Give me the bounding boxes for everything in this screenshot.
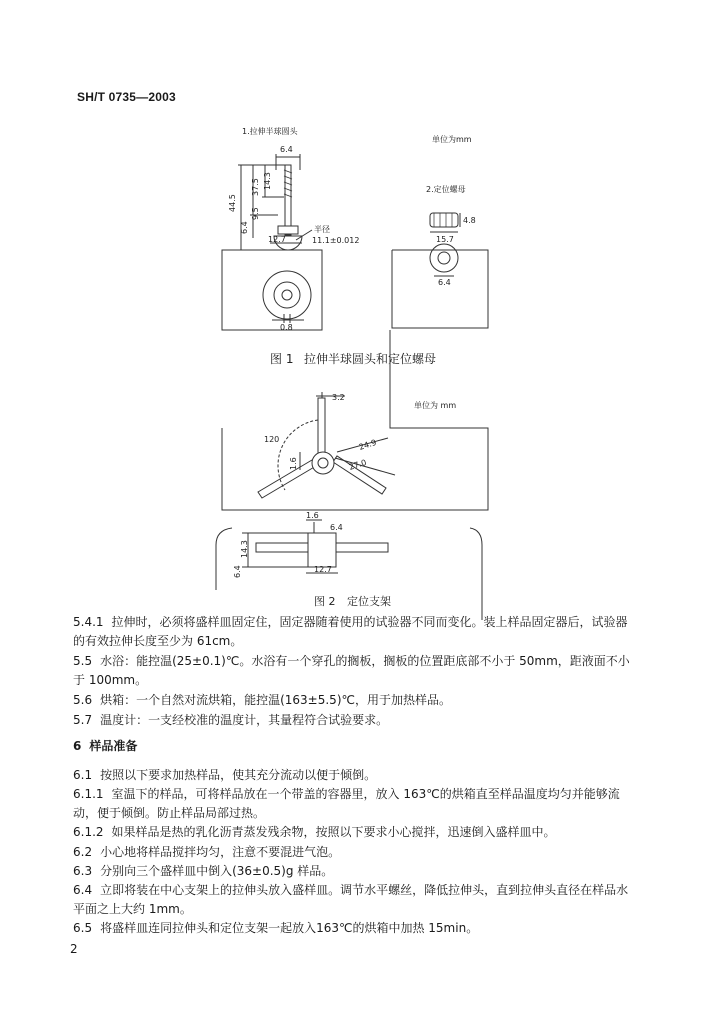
- paragraph-text: 立即将装在中心支架上的拉伸头放入盛样皿。调节水平螺丝，降低拉伸头，直到拉伸头直径在样品水平面之上大约 1mm。: [73, 883, 629, 916]
- fig2-dim-3-2: 3.2: [332, 393, 345, 402]
- fig1-dim-0-8: 0.8: [280, 323, 293, 332]
- paragraph-number: 6.5: [73, 921, 93, 935]
- fig1-unit-label: 单位为mm: [432, 135, 472, 144]
- nut-top-inner: [438, 252, 450, 264]
- fig2-dim-24-9: 24.9: [357, 437, 378, 452]
- fig2-dim-27-0: 27.0: [347, 457, 368, 472]
- paragraph-6-5: [73, 919, 639, 938]
- fig2-dim-6-4: 6.4: [330, 523, 343, 532]
- paragraph-6-3: [73, 862, 639, 881]
- tripod-side-hub: [308, 533, 336, 567]
- fig2-dim-120: 120: [264, 435, 280, 444]
- fig1-nut-dim-4-8: 4.8: [463, 216, 476, 225]
- fig2-dim-1-6-b: 1.6: [306, 511, 319, 520]
- fig1-caption-text: 拉伸半球圆头和定位螺母: [304, 352, 437, 366]
- paragraph-number: 6.1: [73, 768, 93, 782]
- paragraph-5-4-1: [73, 613, 639, 651]
- paragraph-text: 水浴：能控温(25±0.1)℃。水浴有一个穿孔的搁板，搁板的位置距底部不小于 50mm，距液面不小于 100mm。: [73, 654, 630, 687]
- paragraph-5-6: [73, 691, 639, 710]
- paragraph-text: 分别向三个盛样皿中倒入(36±0.5)g 样品。: [100, 864, 334, 878]
- head-collar: [278, 226, 298, 234]
- paragraph-text: 小心地将样品搅拌均匀，注意不要混进气泡。: [100, 845, 341, 859]
- fig2-dim-6-4-side: 6.4: [233, 565, 242, 578]
- paragraph-5-7: [73, 711, 639, 730]
- fig1-caption-number: 图 1: [270, 352, 294, 366]
- paragraph-6-2: [73, 843, 639, 862]
- page-number: 2: [70, 942, 78, 956]
- paragraph-text: 将盛样皿连同拉伸头和定位支架一起放入163℃的烘箱中加热 15min。: [100, 921, 479, 935]
- section-heading-6: [73, 737, 639, 756]
- fig1-left-frame: [222, 250, 322, 330]
- paragraph-number: 5.4.1: [73, 615, 104, 629]
- paragraph-number: 6.4: [73, 883, 93, 897]
- fig1-radius-label: 半径: [314, 225, 330, 234]
- fig2-dim-12-7: 12.7: [314, 565, 332, 574]
- fig2-caption-number: 图 2: [314, 595, 336, 608]
- fig2-unit-label: 单位为 mm: [414, 401, 457, 410]
- fig1-dim-6-4-top: 6.4: [280, 145, 293, 154]
- head-bottom-mid: [274, 282, 300, 308]
- fig2-caption-text: 定位支架: [347, 595, 391, 608]
- fig2-lower-frame: [216, 545, 482, 620]
- paragraph-number: 6.3: [73, 864, 93, 878]
- standard-code-header: SH/T 0735—2003: [77, 90, 176, 104]
- fig1-right-frame: [392, 250, 488, 328]
- paragraph-text: 如果样品是热的乳化沥青蒸发残余物，按照以下要求小心搅拌，迅速倒入盛样皿中。: [111, 825, 556, 839]
- fig1-dim-6-4-left: 6.4: [240, 221, 249, 234]
- fig2-dim-1-6: 1.6: [289, 457, 298, 470]
- paragraph-text: 室温下的样品，可将样品放在一个带盖的容器里，放入 163℃的烘箱直至样品温度均匀并能够流动，便于倾倒。防止样品局部过热。: [73, 787, 620, 820]
- head-bottom-inner: [282, 290, 292, 300]
- paragraph-6-4: [73, 881, 639, 919]
- fig1-dim-44-5: 44.5: [228, 194, 237, 212]
- head-bottom-outer: [263, 271, 311, 319]
- paragraph-number: 6.2: [73, 845, 93, 859]
- paragraph-text: 烘箱：一个自然对流烘箱，能控温(163±5.5)℃，用于加热样品。: [100, 693, 451, 707]
- paragraph-6-1-1: [73, 785, 639, 823]
- head-shaft: [285, 165, 291, 235]
- paragraph-6-1: [73, 766, 639, 785]
- fig1-radius-value: 11.1±0.012: [312, 236, 360, 245]
- paragraph-number: 5.5: [73, 654, 93, 668]
- fig1-dim-37-5: 37.5: [251, 178, 260, 196]
- fig1-part1-label: 1.拉伸半球圆头: [242, 127, 298, 136]
- fig1-nut-dim-15-7: 15.7: [436, 235, 454, 244]
- fig2-dim-14-3: 14.3: [240, 540, 249, 558]
- fig1-dim-12-7: 12.7: [268, 235, 286, 244]
- paragraph-number: 6.1.2: [73, 825, 104, 839]
- paragraph-number: 5.7: [73, 713, 93, 727]
- paragraph-text: 按照以下要求加热样品，使其充分流动以便于倾倒。: [100, 768, 377, 782]
- nut-top-outer: [430, 244, 458, 272]
- paragraph-text: 拉伸时，必须将盛样皿固定住，固定器随着使用的试验器不同而变化。装上样品固定器后，试验器的有效拉伸长度至少为 61cm。: [73, 615, 628, 648]
- paragraph-text: 温度计：一支经校准的温度计，其量程符合试验要求。: [100, 713, 389, 727]
- fig1-dim-14-3: 14.3: [263, 172, 272, 190]
- section-number: 6: [73, 739, 82, 753]
- paragraph-5-5: [73, 652, 639, 690]
- fig1-part2-label: 2.定位螺母: [426, 185, 466, 194]
- fig1-nut-dim-6-4: 6.4: [438, 278, 451, 287]
- paragraph-number: 5.6: [73, 693, 93, 707]
- fig1-dim-9-5: 9.5: [251, 207, 260, 220]
- section-title: 样品准备: [89, 739, 138, 753]
- paragraph-number: 6.1.1: [73, 787, 104, 801]
- paragraph-6-1-2: [73, 823, 639, 842]
